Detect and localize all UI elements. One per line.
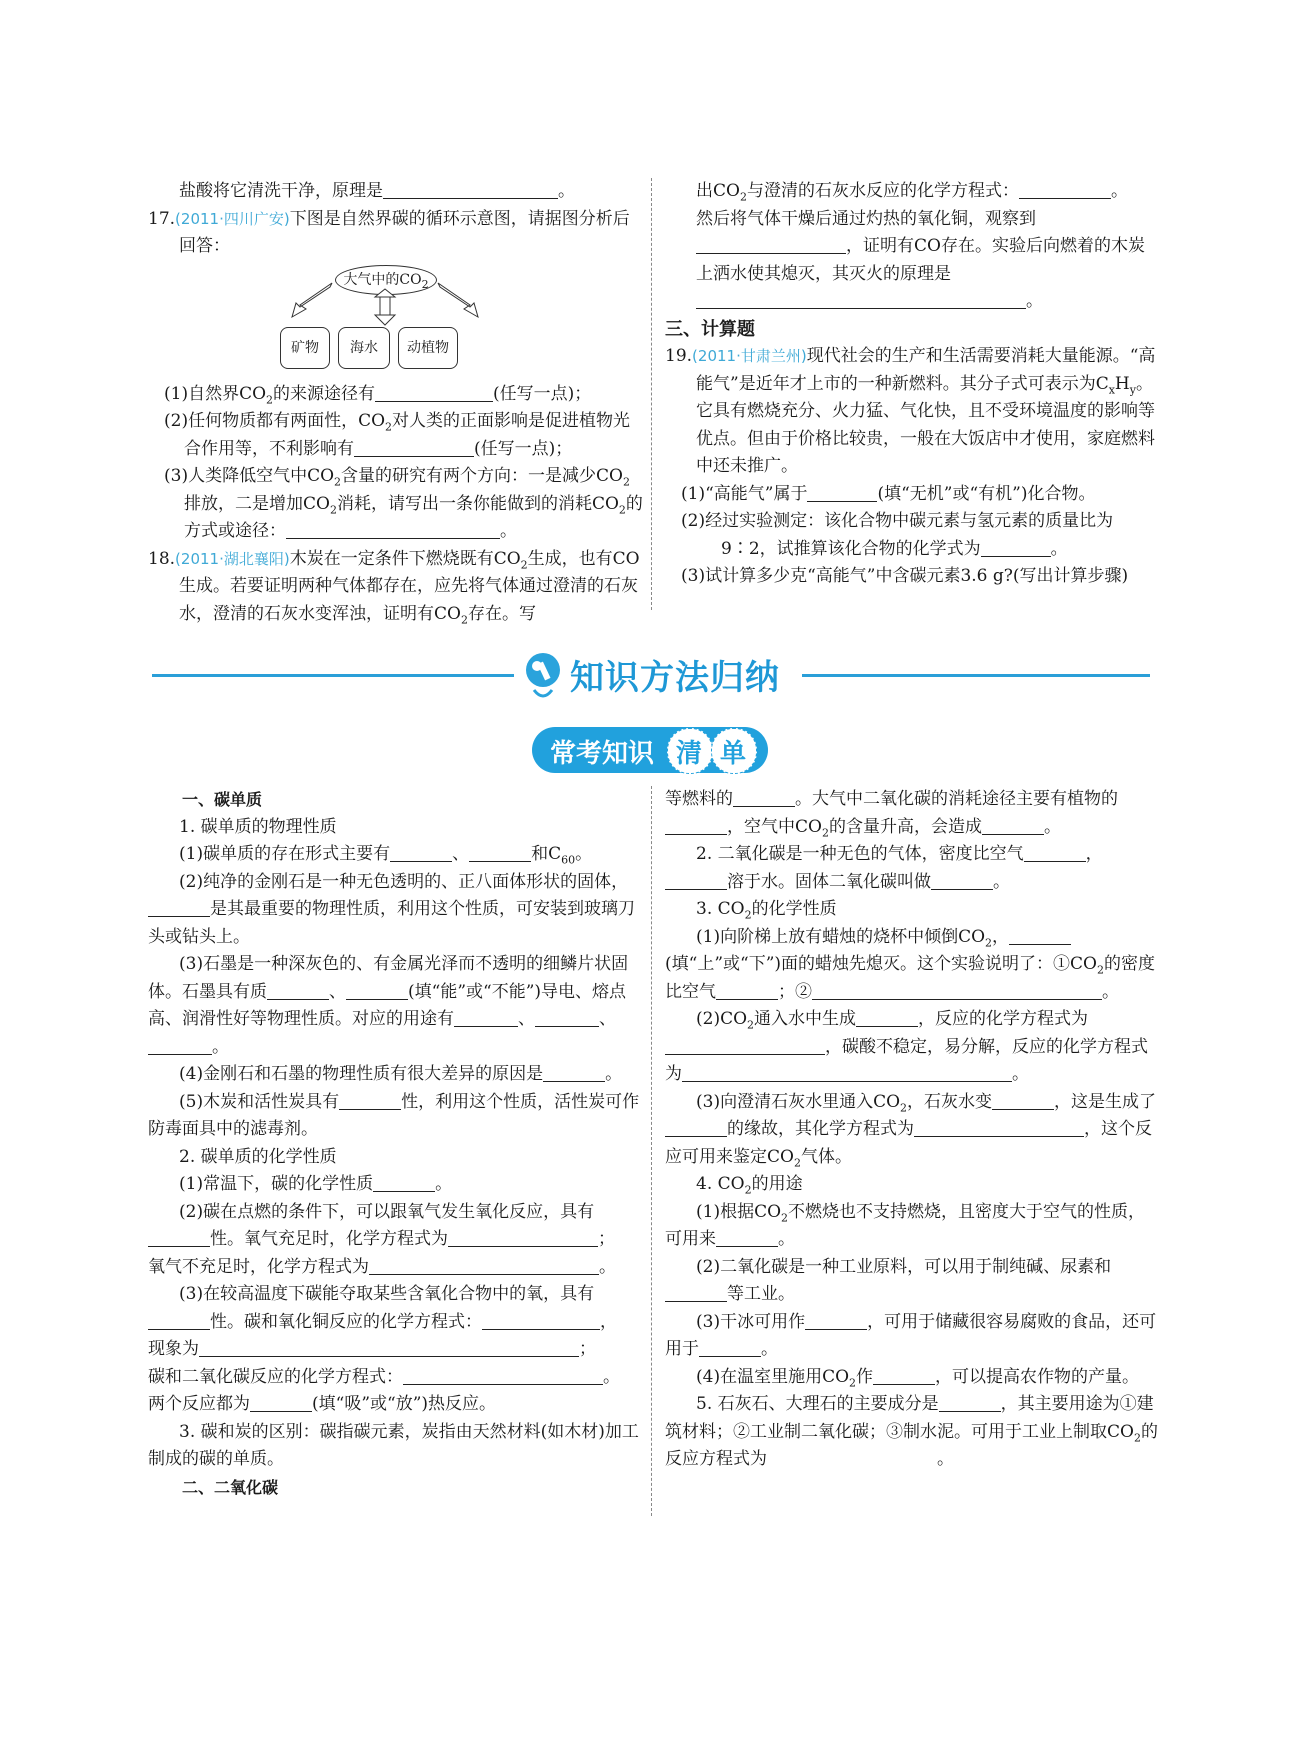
co2-chem-3: (3)向澄清石灰水里通入$CO_2$，石灰水变 ，这是生成了的缘故，其化学方程式为 ，这个反应可用来鉴定$CO_2$气体。: [665, 1091, 1157, 1169]
microscope-icon: [522, 650, 564, 702]
answer-blank[interactable]: [682, 1064, 1012, 1082]
answer-blank[interactable]: [148, 1037, 212, 1055]
question-17: 17.(2011·四川广安)下图是自然界碳的循环示意图，请据图分析后回答：: [148, 208, 630, 256]
diagram-arrows: [148, 261, 644, 381]
question-18: 18.(2011·湖北襄阳)木炭在一定条件下燃烧既有$CO_2$生成，也有CO生成。若要证明两种气体都存在，应先将气体通过澄清的石灰水，澄清的石灰水变浑浊，证明有$CO_2$存在。写: [148, 548, 640, 626]
subheading-chemical: 2. 碳单质的化学性质: [179, 1146, 337, 1167]
column-bottom-right: [665, 786, 1161, 1474]
co2-source-line: 等燃料的 。大气中二氧化碳的消耗途径主要有植物的，空气中$CO_2$的含量升高，会造成 。: [665, 789, 1118, 839]
source-tag: (2011·湖北襄阳): [175, 549, 290, 568]
subtitle-pill-text: 常考知识: [550, 739, 655, 769]
carbon-vs-charcoal: 3. 碳和炭的区别：碳指碳元素，炭指由天然材料(如木材)加工制成的碳的单质。: [148, 1421, 639, 1469]
q18-continued: 出$CO_2$与澄清的石灰水反应的化学方程式： 。 然后将气体干燥后通过灼热的氧化铜，观察到，证明有CO存在。实验后向燃着的木炭上洒水使其熄灭，其灭火的原理是。: [696, 181, 1145, 311]
answer-blank[interactable]: [403, 1367, 603, 1385]
column-bottom-left: [148, 786, 644, 1501]
answer-blank[interactable]: [716, 982, 778, 1000]
banner-rule-right: [802, 674, 1150, 677]
banner-title: 知识方法归纳: [570, 658, 780, 698]
answer-blank[interactable]: [373, 1174, 435, 1192]
carbon-chem-3: (3)在较高温度下碳能夺取某些含氧化合物中的氧，具有性。碳和氧化铜反应的化学方程式： ， 现象为 ； 碳和二氧化碳反应的化学方程式： 。 两个反应都为 (填“吸”或“放”)热反应。: [148, 1284, 620, 1414]
carbon-chem-2: (2)碳在点燃的条件下，可以跟氧气发生氧化反应，具有性。氧气充足时，化学方程式为 ； 氧气不充足时，化学方程式为 。: [148, 1201, 616, 1277]
source-tag: (2011·四川广安): [175, 209, 290, 228]
answer-blank[interactable]: [992, 1092, 1054, 1110]
section-calculation: 三、计算题: [665, 318, 755, 340]
answer-blank[interactable]: [805, 1312, 867, 1330]
diagram-box-mineral: 矿物: [280, 327, 330, 369]
co2-chem-1: (1)向阶梯上放有蜡烛的烧杯中倾倒$CO_2$，(填“上”或“下”)面的蜡烛先熄灭。这个实验说明了：$①CO_2$的密度比空气 ；② 。: [665, 926, 1155, 1002]
question-19: 19.(2011·甘肃兰州)现代社会的生产和生活需要消耗大量能源。“高能气”是近年才上市的一种新燃料。其分子式可表示为$C_xH_y$。它具有燃烧充分、火力猛、气化快，且不受环境温度的影响等优点。但由于价格比较贵，一般在大饭店中才使用，家庭燃料中还未推广。: [665, 346, 1156, 476]
answer-blank[interactable]: [982, 817, 1044, 835]
co2-use-1: (1)根据$CO_2$不燃烧也不支持燃烧，且密度大于空气的性质，可用来 。: [665, 1201, 1146, 1249]
carbon-item-5: (5)木炭和活性炭具有 性，利用这个性质，活性炭可作防毒面具中的滤毒剂。: [148, 1091, 640, 1139]
carbon-chem-1: (1)常温下，碳的化学性质 。: [179, 1174, 453, 1194]
answer-blank[interactable]: [375, 384, 493, 402]
answer-blank[interactable]: [733, 789, 795, 807]
answer-blank[interactable]: [812, 982, 1102, 1000]
answer-blank[interactable]: [199, 1339, 579, 1357]
diagram-atmosphere: 大气中的$CO_2$: [335, 265, 437, 295]
answer-blank[interactable]: [543, 1064, 605, 1082]
answer-blank[interactable]: [454, 1009, 518, 1027]
answer-blank[interactable]: [665, 1284, 727, 1302]
diagram-box-seawater: 海水: [338, 327, 390, 369]
answer-blank[interactable]: [696, 291, 1026, 309]
answer-blank[interactable]: [665, 1119, 727, 1137]
answer-blank[interactable]: [250, 1394, 312, 1412]
q19-part1: (1)“高能气”属于 (填“无机”或“有机”)化合物。: [681, 483, 1096, 504]
column-top-left: [148, 178, 644, 628]
carbon-item-1: (1)碳单质的存在形式主要有 、 和$C_{60}$。: [179, 844, 593, 867]
q17-part3: (3)人类降低空气中$CO_2$含量的研究有两个方向：一是减少$CO_2$排放，二是增加$CO_2$消耗，请写出一条你能做到的消耗$CO_2$的方式或途径： 。: [164, 466, 643, 541]
co2-use-4: (4)在温室里施用$CO_2$作 ，可以提高农作物的产量。: [696, 1366, 1140, 1389]
answer-blank[interactable]: [1009, 927, 1071, 945]
column-divider-bottom: [651, 786, 652, 1516]
answer-blank[interactable]: [286, 521, 500, 539]
answer-blank[interactable]: [856, 1009, 918, 1027]
diagram-box-organisms: 动植物: [398, 327, 458, 369]
answer-blank[interactable]: [931, 872, 993, 890]
answer-blank[interactable]: [939, 1394, 1001, 1412]
answer-blank[interactable]: [535, 1009, 599, 1027]
subheading-co2-uses: 4. $CO_2$的用途: [696, 1174, 803, 1197]
column-top-right: [665, 178, 1161, 591]
q17-part1: (1)自然界$CO_2$的来源途径有 (任写一点)；: [164, 383, 592, 406]
co2-use-2: (2)二氧化碳是一种工业原料，可以用于制纯碱、尿素和等工业。: [665, 1254, 1161, 1309]
answer-blank[interactable]: [1024, 844, 1086, 862]
banner-rule-left: [152, 674, 514, 677]
q19-part3: (3)试计算多少克“高能气”中含碳元素3.6 g?(写出计算步骤): [681, 566, 1129, 586]
answer-blank[interactable]: [469, 844, 531, 862]
co2-use-3: (3)干冰可用作 ，可用于储藏很容易腐败的食品，还可用于 。: [665, 1311, 1157, 1359]
limestone-item: 5. 石灰石、大理石的主要成分是 ，其主要用途为①建筑材料；②工业制二氧化碳；③制水泥。可用于工业上制取$CO_2$的反应方程式为 。: [665, 1394, 1158, 1469]
subheading-physical: 1. 碳单质的物理性质: [179, 816, 337, 837]
answer-blank[interactable]: [148, 1312, 210, 1330]
answer-blank[interactable]: [665, 1037, 825, 1055]
answer-blank[interactable]: [807, 484, 877, 502]
answer-blank[interactable]: [482, 1312, 600, 1330]
subtitle-pill-char-1: 清: [676, 739, 703, 769]
answer-blank[interactable]: [354, 439, 474, 457]
carbon-item-2: (2)纯净的金刚石是一种无色透明的、正八面体形状的固体，是其最重要的物理性质，利用这个性质，可安装到玻璃刀头或钻头上。: [148, 871, 635, 947]
q16-tail: 盐酸将它清洗干净，原理是 。: [179, 181, 575, 201]
answer-blank[interactable]: [346, 982, 408, 1000]
subheading-co2-chemical: 3. $CO_2$的化学性质: [696, 899, 837, 922]
answer-blank[interactable]: [448, 1229, 598, 1247]
q17-part2: (2)任何物质都有两面性，$CO_2$对人类的正面影响是促进植物光合作用等，不利影响有 (任写一点)；: [164, 411, 631, 459]
answer-blank[interactable]: [699, 1339, 761, 1357]
q19-part2: (2)经过实验测定：该化合物中碳元素与氢元素的质量比为9∶2，试推算该化合物的化学式为 。: [681, 511, 1114, 559]
answer-blank[interactable]: [665, 817, 727, 835]
answer-blank[interactable]: [369, 1257, 599, 1275]
heading-carbon-dioxide: 二、二氧化碳: [182, 1477, 279, 1497]
answer-blank[interactable]: [716, 1229, 778, 1247]
answer-blank[interactable]: [267, 982, 329, 1000]
source-tag: (2011·甘肃兰州): [692, 347, 807, 365]
answer-blank[interactable]: [665, 872, 727, 890]
co2-physical: 2. 二氧化碳是一种无色的气体，密度比空气 ，溶于水。固体二氧化碳叫做 。: [665, 841, 1161, 896]
carbon-item-4: (4)金刚石和石墨的物理性质有很大差异的原因是 。: [179, 1064, 623, 1084]
carbon-item-3: (3)石墨是一种深灰色的、有金属光泽而不透明的细鳞片状固体。石墨具有质 、 (填“能”或“不能”)导电、熔点高、润滑性好等物理性质。对应的用途有 、 、。: [148, 954, 629, 1057]
answer-blank[interactable]: [383, 181, 558, 199]
carbon-cycle-diagram: [148, 261, 644, 381]
answer-blank[interactable]: [914, 1119, 1084, 1137]
answer-blank[interactable]: [148, 1229, 210, 1247]
answer-blank[interactable]: [696, 236, 846, 254]
column-divider-top: [651, 178, 652, 610]
answer-blank[interactable]: [1019, 181, 1111, 199]
answer-blank[interactable]: [873, 1367, 935, 1385]
heading-carbon-elements: 一、碳单质: [182, 790, 263, 809]
answer-blank[interactable]: [148, 899, 210, 917]
answer-blank[interactable]: [981, 539, 1051, 557]
answer-blank[interactable]: [339, 1092, 401, 1110]
answer-blank[interactable]: [390, 844, 452, 862]
co2-chem-2: $(2)CO_2$通入水中生成 ，反应的化学方程式为，碳酸不稳定，易分解，反应的化学方程式为 。: [665, 1009, 1148, 1084]
subtitle-pill-char-2: 单: [720, 739, 747, 769]
